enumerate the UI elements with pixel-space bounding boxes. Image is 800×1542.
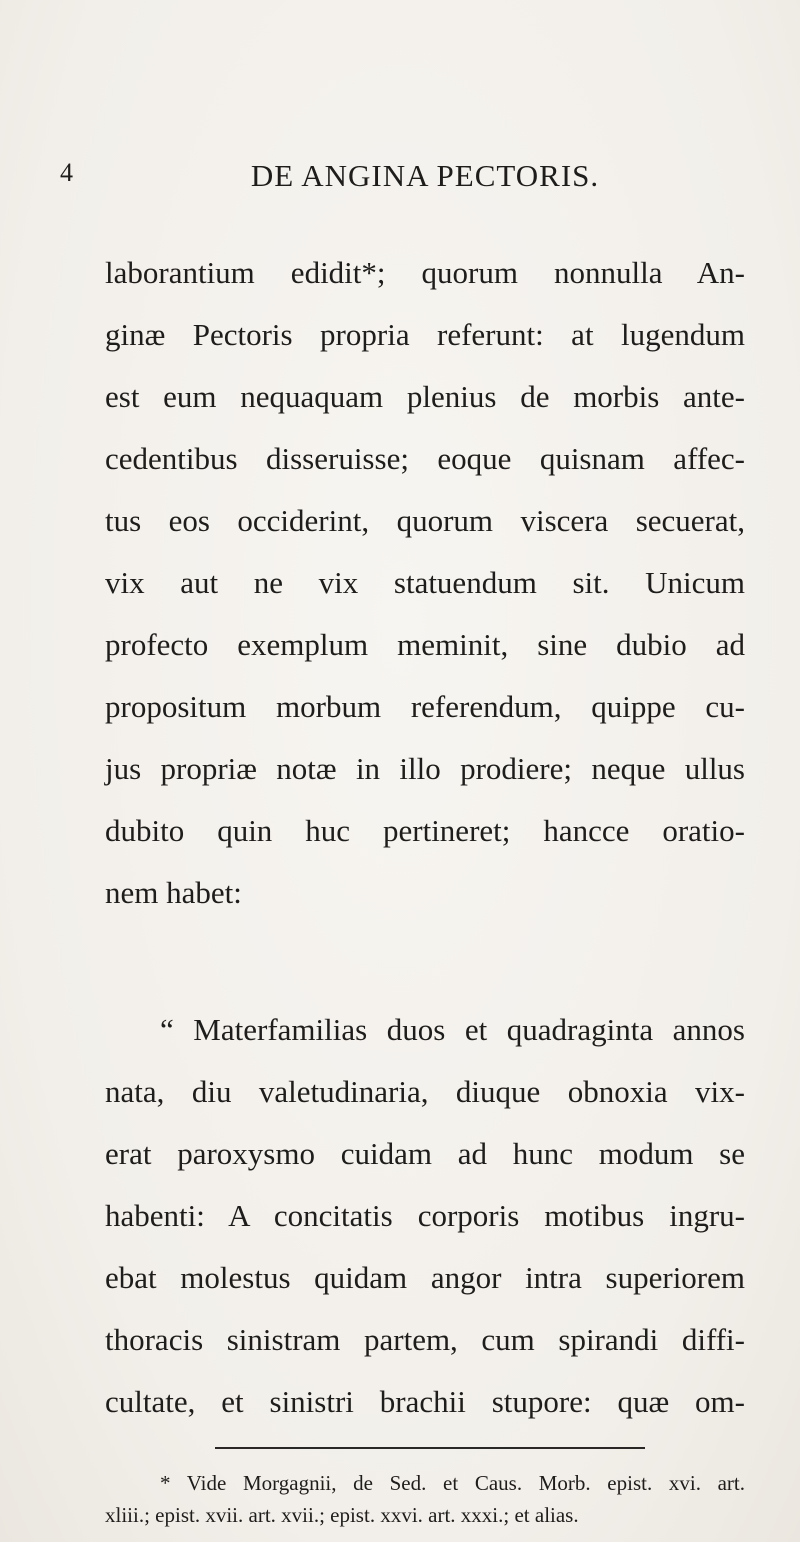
quote-line: nata, diu valetudinaria, diuque obnoxia vix- [105, 1074, 745, 1109]
body-line: laborantium edidit*; quorum nonnulla An- [105, 255, 745, 290]
footnote-line: xliii.; epist. xvii. art. xvii.; epist. xxvi. art. xxxi.; et alias. [105, 1503, 579, 1527]
body-line: vix aut ne vix statuendum sit. Unicum [105, 565, 745, 600]
page-number: 4 [60, 158, 73, 187]
body-line: est eum nequaquam plenius de morbis ante- [105, 379, 745, 414]
body-line: cedentibus disseruisse; eoque quisnam affec- [105, 441, 745, 476]
body-line: propositum morbum referendum, quippe cu- [105, 689, 745, 724]
body-line: nem habet: [105, 875, 242, 910]
footnote-divider [215, 1447, 645, 1449]
footnote-line: * Vide Morgagnii, de Sed. et Caus. Morb. epist. xvi. art. [160, 1471, 745, 1495]
quote-line: erat paroxysmo cuidam ad hunc modum se [105, 1136, 745, 1171]
quote-line: ebat molestus quidam angor intra superiorem [105, 1260, 745, 1295]
page-header [60, 158, 760, 202]
quote-line: habenti: A concitatis corporis motibus ingru- [105, 1198, 745, 1233]
body-line: dubito quin huc pertineret; hancce oratio- [105, 813, 745, 848]
quote-line: “ Materfamilias duos et quadraginta annos [160, 1012, 745, 1047]
quote-line: thoracis sinistram partem, cum spirandi diffi- [105, 1322, 745, 1357]
quote-line: cultate, et sinistri brachii stupore: quæ om- [105, 1384, 745, 1419]
body-line: tus eos occiderint, quorum viscera secuerat, [105, 503, 745, 538]
body-line: profecto exemplum meminit, sine dubio ad [105, 627, 745, 662]
body-line: jus propriæ notæ in illo prodiere; neque ullus [105, 751, 745, 786]
body-line: ginæ Pectoris propria referunt: at lugendum [105, 317, 745, 352]
running-head: DE ANGINA PECTORIS. [250, 158, 600, 193]
